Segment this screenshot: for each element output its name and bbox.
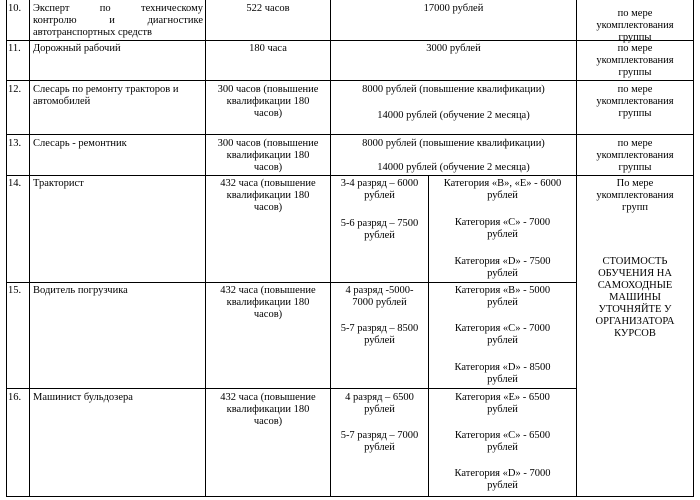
merged-note-bottom-line-3: САМОХОДНЫЕ — [597, 280, 673, 291]
row-14-grade-2-line-1: 5-6 разряд – 7500 — [340, 218, 419, 229]
col-divider-num — [29, 0, 30, 497]
row-10-note — [577, 8, 693, 44]
row-10-note-line-1: по мере — [617, 8, 653, 19]
row-16-grade-2 — [331, 430, 428, 454]
row-16-hours-line-3: часов) — [253, 416, 283, 427]
merged-note-bottom-line-4: МАШИНЫ — [609, 292, 661, 303]
row-14-grade-1-line-2: рублей — [364, 190, 395, 201]
row-line-15 — [6, 388, 577, 389]
row-15-cat-1-line-1: Категория «В» - 5000 — [454, 285, 551, 296]
row-16-grade-1-line-2: рублей — [364, 404, 395, 415]
row-15-number: 15. — [8, 285, 22, 296]
merged-note-bottom-line-6: ОРГАНИЗАТОРА — [595, 316, 675, 327]
table-border-right — [693, 0, 694, 497]
row-15-grade-2-line-2: рублей — [364, 335, 395, 346]
row-12-note-line-3: группы — [618, 108, 652, 119]
row-10-number: 10. — [8, 3, 22, 14]
table-border-bottom — [6, 496, 694, 497]
row-12-name — [33, 84, 203, 108]
row-10-hours: 522 часов — [246, 3, 290, 14]
row-16-hours-line-2: квалификации 180 — [226, 404, 310, 415]
row-12-number: 12. — [8, 84, 22, 95]
row-14-cat-2 — [429, 217, 576, 241]
row-15-grade-1-line-1: 4 разряд -5000- — [345, 285, 414, 296]
row-13-price-line-1: 8000 рублей (повышение квалификации) — [362, 138, 545, 149]
row-15-hours-line-2: квалификации 180 — [226, 297, 310, 308]
row-16-cat-2-line-2: рублей — [487, 442, 518, 453]
row-10-price: 17000 рублей — [423, 3, 484, 14]
row-14-hours — [206, 178, 330, 214]
row-16-cat-3-line-2: рублей — [487, 480, 518, 491]
row-12-name-line-2: автомобилей — [33, 96, 91, 107]
merged-note-bottom-line-2: ОБУЧЕНИЯ НА — [598, 268, 672, 279]
row-15-hours-line-3: часов) — [253, 309, 283, 320]
row-14-cat-1-line-1: Категория «В», «Е» - 6000 — [443, 178, 562, 189]
row-14-cat-3-line-1: Категория «D» - 7500 — [454, 256, 551, 267]
row-15-cat-1 — [429, 285, 576, 309]
row-15-grade-2 — [331, 323, 428, 347]
row-14-cat-3-line-2: рублей — [487, 268, 518, 279]
row-14-grade-1-line-1: 3-4 разряд – 6000 — [340, 178, 419, 189]
row-14-grade-1 — [331, 178, 428, 202]
row-14-cat-3 — [429, 256, 576, 280]
row-16-cat-3 — [429, 468, 576, 492]
row-14-cat-1-line-2: рублей — [487, 190, 518, 201]
row-13-hours-line-1: 300 часов (повышение — [217, 138, 319, 149]
row-11-note-line-2: укомплектования — [596, 55, 674, 66]
row-14-hours-line-2: квалификации 180 — [226, 190, 310, 201]
row-16-hours-line-1: 432 часа (повышение — [220, 392, 316, 403]
row-12-hours — [206, 84, 330, 120]
row-15-cat-2-line-1: Категория «С» - 7000 — [454, 323, 551, 334]
row-13-note-line-2: укомплектования — [596, 150, 674, 161]
row-15-cat-2 — [429, 323, 576, 347]
row-15-hours — [206, 285, 330, 321]
row-10-name-line-2: контролю и диагностике — [33, 15, 203, 26]
row-15-grade-2-line-1: 5-7 разряд – 8500 — [340, 323, 419, 334]
row-13-note-line-3: группы — [618, 162, 652, 173]
merged-note-line-2: укомплектования — [596, 190, 674, 201]
row-16-cat-1 — [429, 392, 576, 416]
row-15-cat-3-line-2: рублей — [487, 374, 518, 385]
row-15-grade-1-line-2: 7000 рублей — [352, 297, 407, 308]
row-11-note-line-1: по мере — [617, 43, 653, 54]
row-11-name: Дорожный рабочий — [33, 43, 121, 54]
row-16-grade-2-line-1: 5-7 разряд – 7000 — [340, 430, 419, 441]
row-13-hours — [206, 138, 330, 174]
row-12-price — [331, 84, 576, 122]
row-14-cat-1 — [429, 178, 576, 202]
row-11-note-line-3: группы — [618, 67, 652, 78]
row-15-cat-3-line-1: Категория «D» - 8500 — [454, 362, 551, 373]
row-16-cat-1-line-1: Категория «Е» - 6500 — [455, 392, 550, 403]
row-12-note-line-1: по мере — [617, 84, 653, 95]
row-14-number: 14. — [8, 178, 22, 189]
row-14-grade-2-line-2: рублей — [364, 230, 395, 241]
row-13-hours-line-3: часов) — [253, 162, 283, 173]
row-14-hours-line-1: 432 часа (повышение — [220, 178, 316, 189]
row-12-hours-line-1: 300 часов (повышение — [217, 84, 319, 95]
row-11-number: 11. — [8, 43, 21, 54]
row-13-price-line-2: 14000 рублей (обучение 2 месяца) — [377, 162, 530, 173]
row-12-hours-line-2: квалификации 180 — [226, 96, 310, 107]
col-divider-hours — [330, 0, 331, 497]
row-15-hours-line-1: 432 часа (повышение — [220, 285, 316, 296]
row-16-grade-2-line-2: рублей — [364, 442, 395, 453]
row-12-price-line-1: 8000 рублей (повышение квалификации) — [362, 84, 545, 95]
row-15-grade-1 — [331, 285, 428, 309]
row-10-name-line-1: Эксперт по техническому — [33, 3, 203, 14]
row-12-note — [577, 84, 693, 120]
row-14-hours-line-3: часов) — [253, 202, 283, 213]
row-13-number: 13. — [8, 138, 22, 149]
table-border-left — [6, 0, 7, 497]
row-14-cat-2-line-1: Категория «С» - 7000 — [454, 217, 551, 228]
merged-note-bottom-line-1: СТОИМОСТЬ — [602, 256, 668, 267]
row-10-name — [33, 3, 203, 39]
row-16-name: Машинист бульдозера — [33, 392, 133, 403]
merged-note-bottom-line-7: КУРСОВ — [614, 328, 656, 339]
row-10-note-line-2: укомплектования — [596, 20, 674, 31]
row-line-13 — [6, 175, 694, 176]
row-16-hours — [206, 392, 330, 428]
row-15-name: Водитель погрузчика — [33, 285, 128, 296]
merged-note-bottom-line-5: УТОЧНЯЙТЕ У — [598, 304, 672, 315]
row-14-name: Тракторист — [33, 178, 84, 189]
merged-note-self-propelled — [577, 256, 693, 340]
row-16-cat-2 — [429, 430, 576, 454]
row-10-name-line-3: автотранспортных средств — [33, 27, 152, 38]
row-line-14 — [6, 282, 577, 283]
row-16-grade-1 — [331, 392, 428, 416]
row-15-cat-3 — [429, 362, 576, 386]
row-line-11 — [6, 80, 694, 81]
row-11-note — [577, 43, 693, 79]
row-11-hours: 180 часа — [249, 43, 287, 54]
row-13-price — [331, 138, 576, 174]
row-16-cat-3-line-1: Категория «D» - 7000 — [454, 468, 551, 479]
row-line-12 — [6, 134, 694, 135]
merged-note-line-3: групп — [622, 202, 648, 213]
row-15-cat-2-line-2: рублей — [487, 335, 518, 346]
row-16-cat-2-line-1: Категория «С» - 6500 — [454, 430, 551, 441]
row-13-note — [577, 138, 693, 174]
row-15-cat-1-line-2: рублей — [487, 297, 518, 308]
row-13-hours-line-2: квалификации 180 — [226, 150, 310, 161]
row-12-hours-line-3: часов) — [253, 108, 283, 119]
row-12-note-line-2: укомплектования — [596, 96, 674, 107]
merged-note-enrollment — [577, 178, 693, 214]
row-10-note-line-3: группы — [618, 32, 652, 43]
row-16-number: 16. — [8, 392, 22, 403]
row-12-price-line-2: 14000 рублей (обучение 2 месяца) — [377, 110, 530, 121]
row-12-name-line-1: Слесарь по ремонту тракторов и — [33, 84, 179, 95]
row-14-grade-2 — [331, 218, 428, 242]
row-13-name: Слесарь - ремонтник — [33, 138, 127, 149]
row-11-price: 3000 рублей — [426, 43, 481, 54]
row-16-cat-1-line-2: рублей — [487, 404, 518, 415]
row-13-note-line-1: по мере — [617, 138, 653, 149]
row-16-grade-1-line-1: 4 разряд – 6500 — [345, 392, 414, 403]
merged-note-line-1: По мере — [616, 178, 654, 189]
row-14-cat-2-line-2: рублей — [487, 229, 518, 240]
